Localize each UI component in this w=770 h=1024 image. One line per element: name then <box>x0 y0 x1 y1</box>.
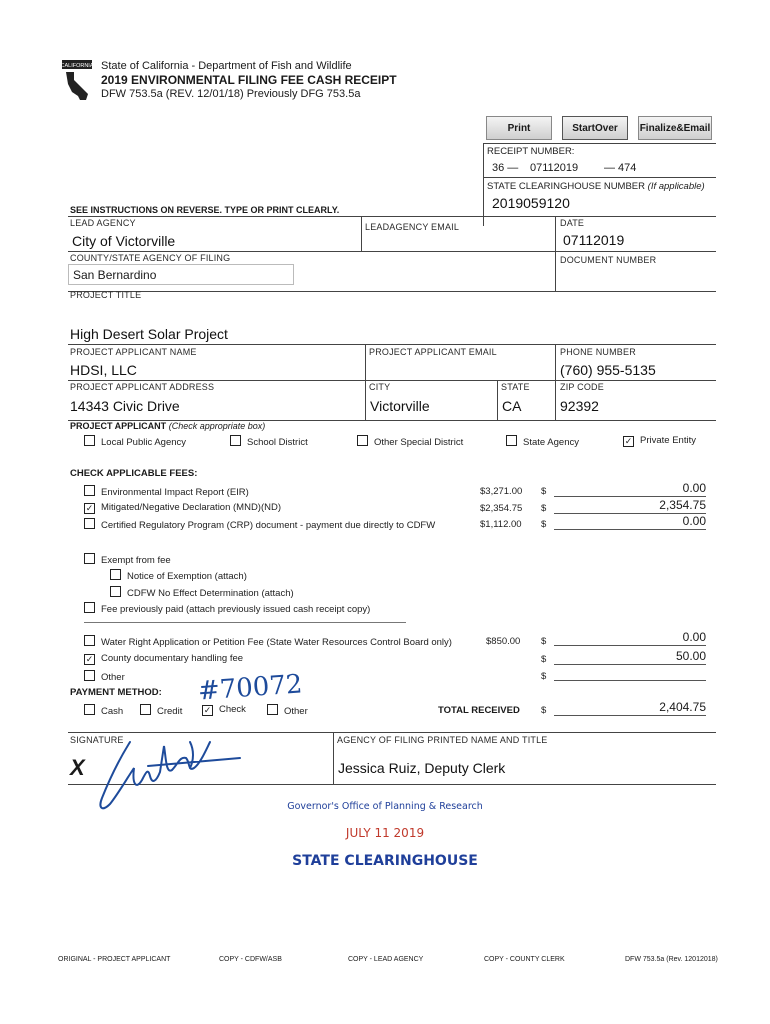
applicant-name-value[interactable]: HDSI, LLC <box>70 362 137 378</box>
dollar-sign: $ <box>541 671 547 682</box>
exempt-label: Exempt from fee <box>101 555 171 566</box>
county-handling-label: County documentary handling fee <box>101 653 244 664</box>
cdfw-ned-option[interactable] <box>110 586 294 599</box>
cdfw-ned-label: CDFW No Effect Determination (attach) <box>127 588 294 599</box>
footer-copy-3: COPY - LEAD AGENCY <box>348 956 424 963</box>
date-value[interactable]: 07112019 <box>563 232 625 248</box>
pay-label: Other <box>284 706 308 717</box>
checkbox[interactable] <box>110 569 121 580</box>
dollar-sign: $ <box>541 519 547 530</box>
check-number-handwritten: #70072 <box>197 669 304 707</box>
form-title: 2019 ENVIRONMENTAL FILING FEE CASH RECEIPT <box>101 73 397 87</box>
exempt-option[interactable] <box>84 553 171 566</box>
pay-check[interactable] <box>202 704 246 716</box>
agency-name-title-value: Jessica Ruiz, Deputy Clerk <box>338 760 506 776</box>
option-label: Local Public Agency <box>101 437 187 448</box>
sch-label-text: STATE CLEARINGHOUSE NUMBER <box>487 181 646 192</box>
fee-mnd-amount[interactable]: 2,354.75 <box>554 499 706 514</box>
document-number-label: DOCUMENT NUMBER <box>560 255 657 265</box>
option-local-public-agency[interactable] <box>84 435 186 448</box>
applicant-type-label: PROJECT APPLICANT <box>70 421 167 431</box>
svg-text:CALIFORNIA: CALIFORNIA <box>62 63 92 69</box>
fee-label: Certified Regulatory Program (CRP) document - payment due directly to CDFW <box>101 520 436 531</box>
checkbox-checked[interactable]: ✓ <box>85 503 94 513</box>
total-received-amount[interactable]: 2,404.75 <box>554 701 706 716</box>
payment-method-label: PAYMENT METHOD: <box>70 687 162 698</box>
checkbox[interactable] <box>267 704 278 715</box>
fee-eir-amount[interactable]: 0.00 <box>554 482 706 497</box>
stamp-title: STATE CLEARINGHOUSE <box>292 853 478 869</box>
pay-credit[interactable] <box>140 704 182 717</box>
receipt-date: 07112019 <box>530 162 579 174</box>
prev-paid-option[interactable] <box>84 602 370 615</box>
fee-mnd-price: $2,354.75 <box>480 503 523 514</box>
checkbox[interactable] <box>84 704 95 715</box>
checkbox[interactable] <box>84 435 95 446</box>
print-button[interactable]: Print <box>486 116 552 140</box>
other-fee-label: Other <box>101 672 125 683</box>
sch-label <box>487 181 705 192</box>
pay-label: Credit <box>157 706 183 717</box>
applicant-name-label: PROJECT APPLICANT NAME <box>70 347 197 357</box>
receipt-prefix: 36 — <box>492 162 519 174</box>
other-fee-option[interactable] <box>84 670 125 683</box>
checkbox[interactable] <box>84 602 95 613</box>
water-right-label: Water Right Application or Petition Fee (State Water Resources Control Board only) <box>101 637 452 648</box>
dollar-sign: $ <box>541 503 547 514</box>
option-state-agency[interactable] <box>506 435 579 448</box>
footer-copy-1: ORIGINAL - PROJECT APPLICANT <box>58 956 171 963</box>
pay-label: Cash <box>101 706 124 717</box>
water-right-price: $850.00 <box>486 636 521 647</box>
fee-mnd[interactable] <box>84 502 281 514</box>
fee-eir-price: $3,271.00 <box>480 486 523 497</box>
fee-label: Environmental Impact Report (EIR) <box>101 487 249 498</box>
form-revision: DFW 753.5a (REV. 12/01/18) Previously DFG 753.5a <box>101 88 361 100</box>
zip-value[interactable]: 92392 <box>560 398 599 414</box>
option-other-special-district[interactable] <box>357 435 463 448</box>
project-title-value[interactable]: High Desert Solar Project <box>70 326 228 342</box>
water-right-amount[interactable]: 0.00 <box>554 631 706 646</box>
stamp-date: JULY 11 2019 <box>345 826 425 840</box>
zip-label: ZIP CODE <box>560 382 604 392</box>
pay-label: Check <box>219 704 246 715</box>
county-label: COUNTY/STATE AGENCY OF FILING <box>70 253 231 263</box>
noe-option[interactable] <box>110 569 247 582</box>
sch-note: (If applicable) <box>647 181 705 192</box>
footer-copy-4: COPY - COUNTY CLERK <box>484 956 565 963</box>
dollar-sign: $ <box>541 486 547 497</box>
project-title-label: PROJECT TITLE <box>70 290 142 300</box>
fee-crp-amount[interactable]: 0.00 <box>554 515 706 530</box>
applicant-type-note: (Check appropriate box) <box>168 421 266 431</box>
city-value[interactable]: Victorville <box>370 398 430 414</box>
footer-form-rev: DFW 753.5a (Rev. 12012018) <box>625 956 718 963</box>
fee-crp[interactable] <box>84 518 435 531</box>
checkbox[interactable] <box>84 553 95 564</box>
lead-email-label: LEADAGENCY EMAIL <box>365 222 460 232</box>
finalize-email-button[interactable]: Finalize&Email <box>638 116 712 140</box>
checkbox-checked[interactable]: ✓ <box>624 436 633 446</box>
option-label: State Agency <box>523 437 579 448</box>
county-handling-amount[interactable]: 50.00 <box>554 650 706 665</box>
checkbox[interactable] <box>84 518 95 529</box>
footer-copy-2: COPY - CDFW/ASB <box>219 956 282 963</box>
phone-label: PHONE NUMBER <box>560 347 636 357</box>
fee-label: Mitigated/Negative Declaration (MND)(ND) <box>101 502 282 513</box>
stamp-office: Governor's Office of Planning & Research <box>287 801 483 812</box>
total-received-label: TOTAL RECEIVED <box>438 705 520 716</box>
checkbox[interactable] <box>84 485 95 496</box>
signature-label: SIGNATURE <box>70 735 124 745</box>
fees-heading: CHECK APPLICABLE FEES: <box>70 468 198 479</box>
fee-crp-price: $1,112.00 <box>480 519 522 530</box>
noe-label: Notice of Exemption (attach) <box>127 571 247 582</box>
fee-eir[interactable] <box>84 485 249 498</box>
applicant-email-label: PROJECT APPLICANT EMAIL <box>369 347 497 357</box>
checkbox[interactable] <box>84 670 95 681</box>
dollar-sign: $ <box>541 705 547 716</box>
address-value[interactable]: 14343 Civic Drive <box>70 398 180 414</box>
other-fee-amount[interactable] <box>554 666 706 681</box>
sch-number: 2019059120 <box>492 195 570 211</box>
startover-button[interactable]: StartOver <box>562 116 628 140</box>
date-label: DATE <box>560 218 585 228</box>
prev-paid-label: Fee previously paid (attach previously issued cash receipt copy) <box>101 604 371 615</box>
checkbox[interactable] <box>84 635 95 646</box>
county-handling-option[interactable] <box>84 653 243 665</box>
pay-other[interactable] <box>267 704 308 717</box>
lead-agency-label: LEAD AGENCY <box>70 218 136 228</box>
option-school-district[interactable] <box>230 435 308 448</box>
option-label: Private Entity <box>640 435 696 446</box>
lead-agency-value[interactable]: City of Victorville <box>72 233 176 249</box>
checkbox-checked[interactable]: ✓ <box>203 705 212 715</box>
agency-name: State of California - Department of Fish and Wildlife <box>101 60 352 72</box>
pay-cash[interactable] <box>84 704 123 717</box>
county-value: San Bernardino <box>73 268 157 282</box>
water-right-option[interactable] <box>84 635 452 648</box>
checkbox[interactable] <box>506 435 517 446</box>
instructions: SEE INSTRUCTIONS ON REVERSE. TYPE OR PRINT CLEARLY. <box>70 205 340 215</box>
checkbox[interactable] <box>357 435 368 446</box>
dollar-sign: $ <box>541 636 547 647</box>
address-label: PROJECT APPLICANT ADDRESS <box>70 382 215 392</box>
option-label: Other Special District <box>374 437 464 448</box>
receipt-suffix: — 474 <box>604 162 637 174</box>
checkbox[interactable] <box>140 704 151 715</box>
option-private-entity[interactable] <box>623 435 696 447</box>
phone-value[interactable]: (760) 955-5135 <box>560 362 656 378</box>
city-label: CITY <box>369 382 391 392</box>
signature-x: X <box>70 755 85 780</box>
applicant-type-heading <box>70 421 265 431</box>
ca-seal-logo <box>62 60 92 102</box>
checkbox-checked[interactable]: ✓ <box>85 654 94 664</box>
agency-name-title-label: AGENCY OF FILING PRINTED NAME AND TITLE <box>337 735 548 745</box>
state-label: STATE <box>501 382 530 392</box>
receipt-number-label: RECEIPT NUMBER: <box>487 146 575 157</box>
county-input-box[interactable] <box>68 264 294 285</box>
checkbox[interactable] <box>110 586 121 597</box>
checkbox[interactable] <box>230 435 241 446</box>
option-label: School District <box>247 437 308 448</box>
state-value[interactable]: CA <box>502 398 522 414</box>
dollar-sign: $ <box>541 654 547 665</box>
